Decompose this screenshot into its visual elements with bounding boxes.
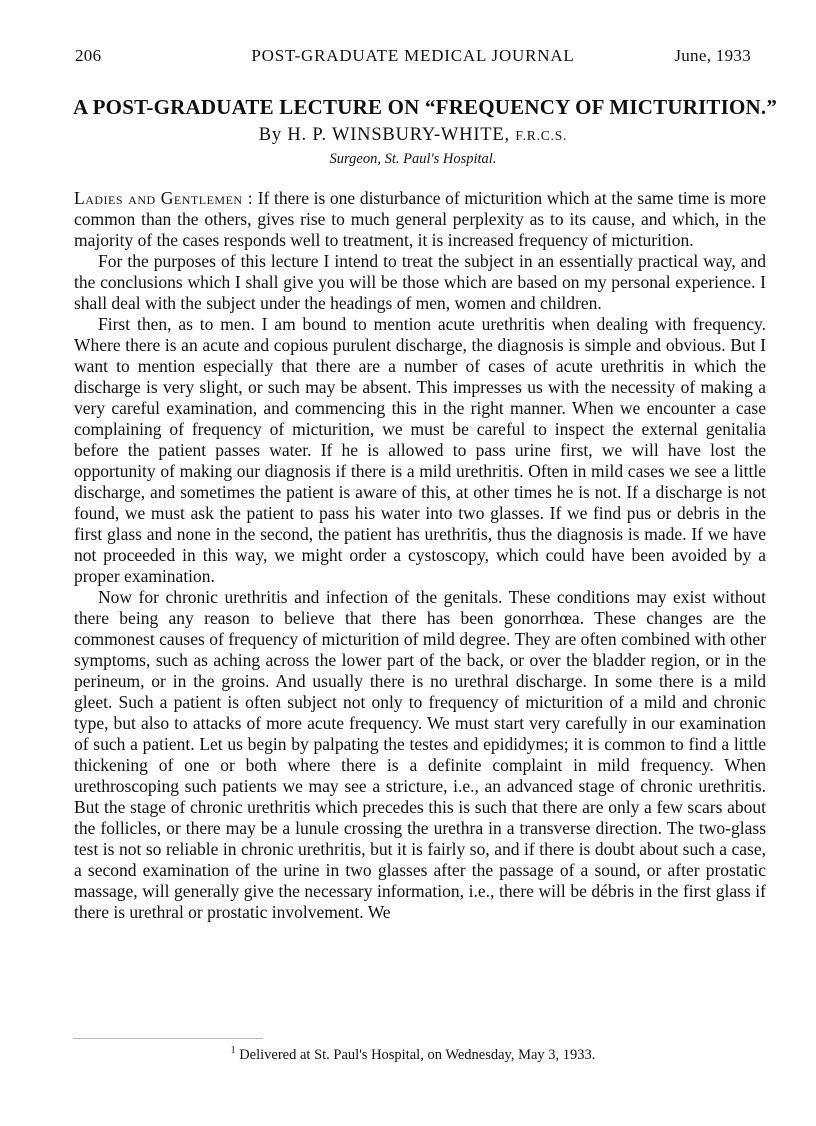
page-number: 206 — [75, 46, 102, 65]
footnote — [75, 1045, 751, 1064]
paragraph: Now for chronic urethritis and infection of the genitals. These conditions may exist without there being any reason to believe that there has been gonorrhœa. These changes are the commonest causes of frequency of micturition of mild degree. They are often combined with other symptoms, such as aching across the lower part of the back, or over the bladder region, or in the perineum, or in the groins. And usually there is no urethral discharge. In some there is a mild gleet. Such a patient is often subject not only to frequency of micturition of a mild and chronic type, but also to attacks of more acute frequency. We must start very carefully in our examination of such a patient. Let us begin by palpating the testes and epididymes; it is common to find a little thickening of one or both where there is a definite complaint in mild frequency. When urethroscoping such patients we may see a stricture, i.e., an advanced stage of chronic urethritis. But the stage of chronic urethritis which precedes this is such that there are only a few scars about the follicles, or there may be a lunule crossing the urethra in a transverse direction. The two-glass test is not so reliable in chronic urethritis, but it is fairly so, and if there is doubt about such a case, a second examination of the urine in two glasses after the passage of a sound, or after prostatic massage, will generally give the necessary information, i.e., there will be débris in the first glass if there is urethral or prostatic involvement. We — [74, 587, 766, 922]
article-body — [74, 188, 766, 923]
journal-name: POST-GRADUATE MEDICAL JOURNAL — [251, 46, 575, 65]
salutation: Ladies and Gentlemen : — [74, 188, 254, 208]
byline — [75, 125, 751, 146]
paragraph-text: If there is one disturbance of micturition which at the same time is more common than the others, gives rise to much general perplexity as to its cause, and which, in the majority of the cases responds well to treatment, it is increased frequency of micturition. — [74, 188, 766, 250]
paragraph: First then, as to men. I am bound to mention acute urethritis when dealing with frequency. Where there is an acute and copious purulent discharge, the diagnosis is simple and obvious. But I want to mention especially that there are a number of cases of acute urethritis in which the discharge is very slight, or such may be absent. This impresses us with the necessity of making a very careful examination, and commencing this in the right manner. When we encounter a case complaining of frequency of micturition, we must be careful to inspect the external genitalia before the patient passes water. If he is allowed to pass urine first, we will have lost the opportunity of making our diagnosis if there is a mild urethritis. Often in mild cases we see a little discharge, and sometimes the patient is aware of this, at other times he is not. If a discharge is not found, we must ask the patient to pass his water into two glasses. If we find pus or debris in the first glass and none in the second, the patient has urethritis, thus the diagnosis is made. If we have not proceeded in this way, we might order a cystoscopy, which could have been avoided by a proper examination. — [74, 314, 766, 586]
running-head — [75, 46, 751, 72]
issue-date: June, 1933 — [674, 46, 751, 65]
author-name: By H. P. WINSBURY-WHITE, — [258, 125, 510, 145]
footnote-text: Delivered at St. Paul's Hospital, on Wednesday, May 3, 1933. — [235, 1046, 596, 1063]
paragraph: For the purposes of this lecture I intend to treat the subject in an essentially practical way, and the conclusions which I shall give you will be those which are based on my personal experience. I shall deal with the subject under the headings of men, women and children. — [74, 251, 766, 313]
paragraph — [74, 188, 766, 251]
author-degree: F.R.C.S. — [515, 128, 568, 143]
author-affiliation: Surgeon, St. Paul's Hospital. — [329, 151, 497, 167]
footnote-marker: 1 — [230, 1045, 236, 1056]
footnote-divider — [73, 1038, 263, 1039]
article-title: A POST-GRADUATE LECTURE ON “FREQUENCY OF MICTURITION.” — [73, 95, 778, 119]
